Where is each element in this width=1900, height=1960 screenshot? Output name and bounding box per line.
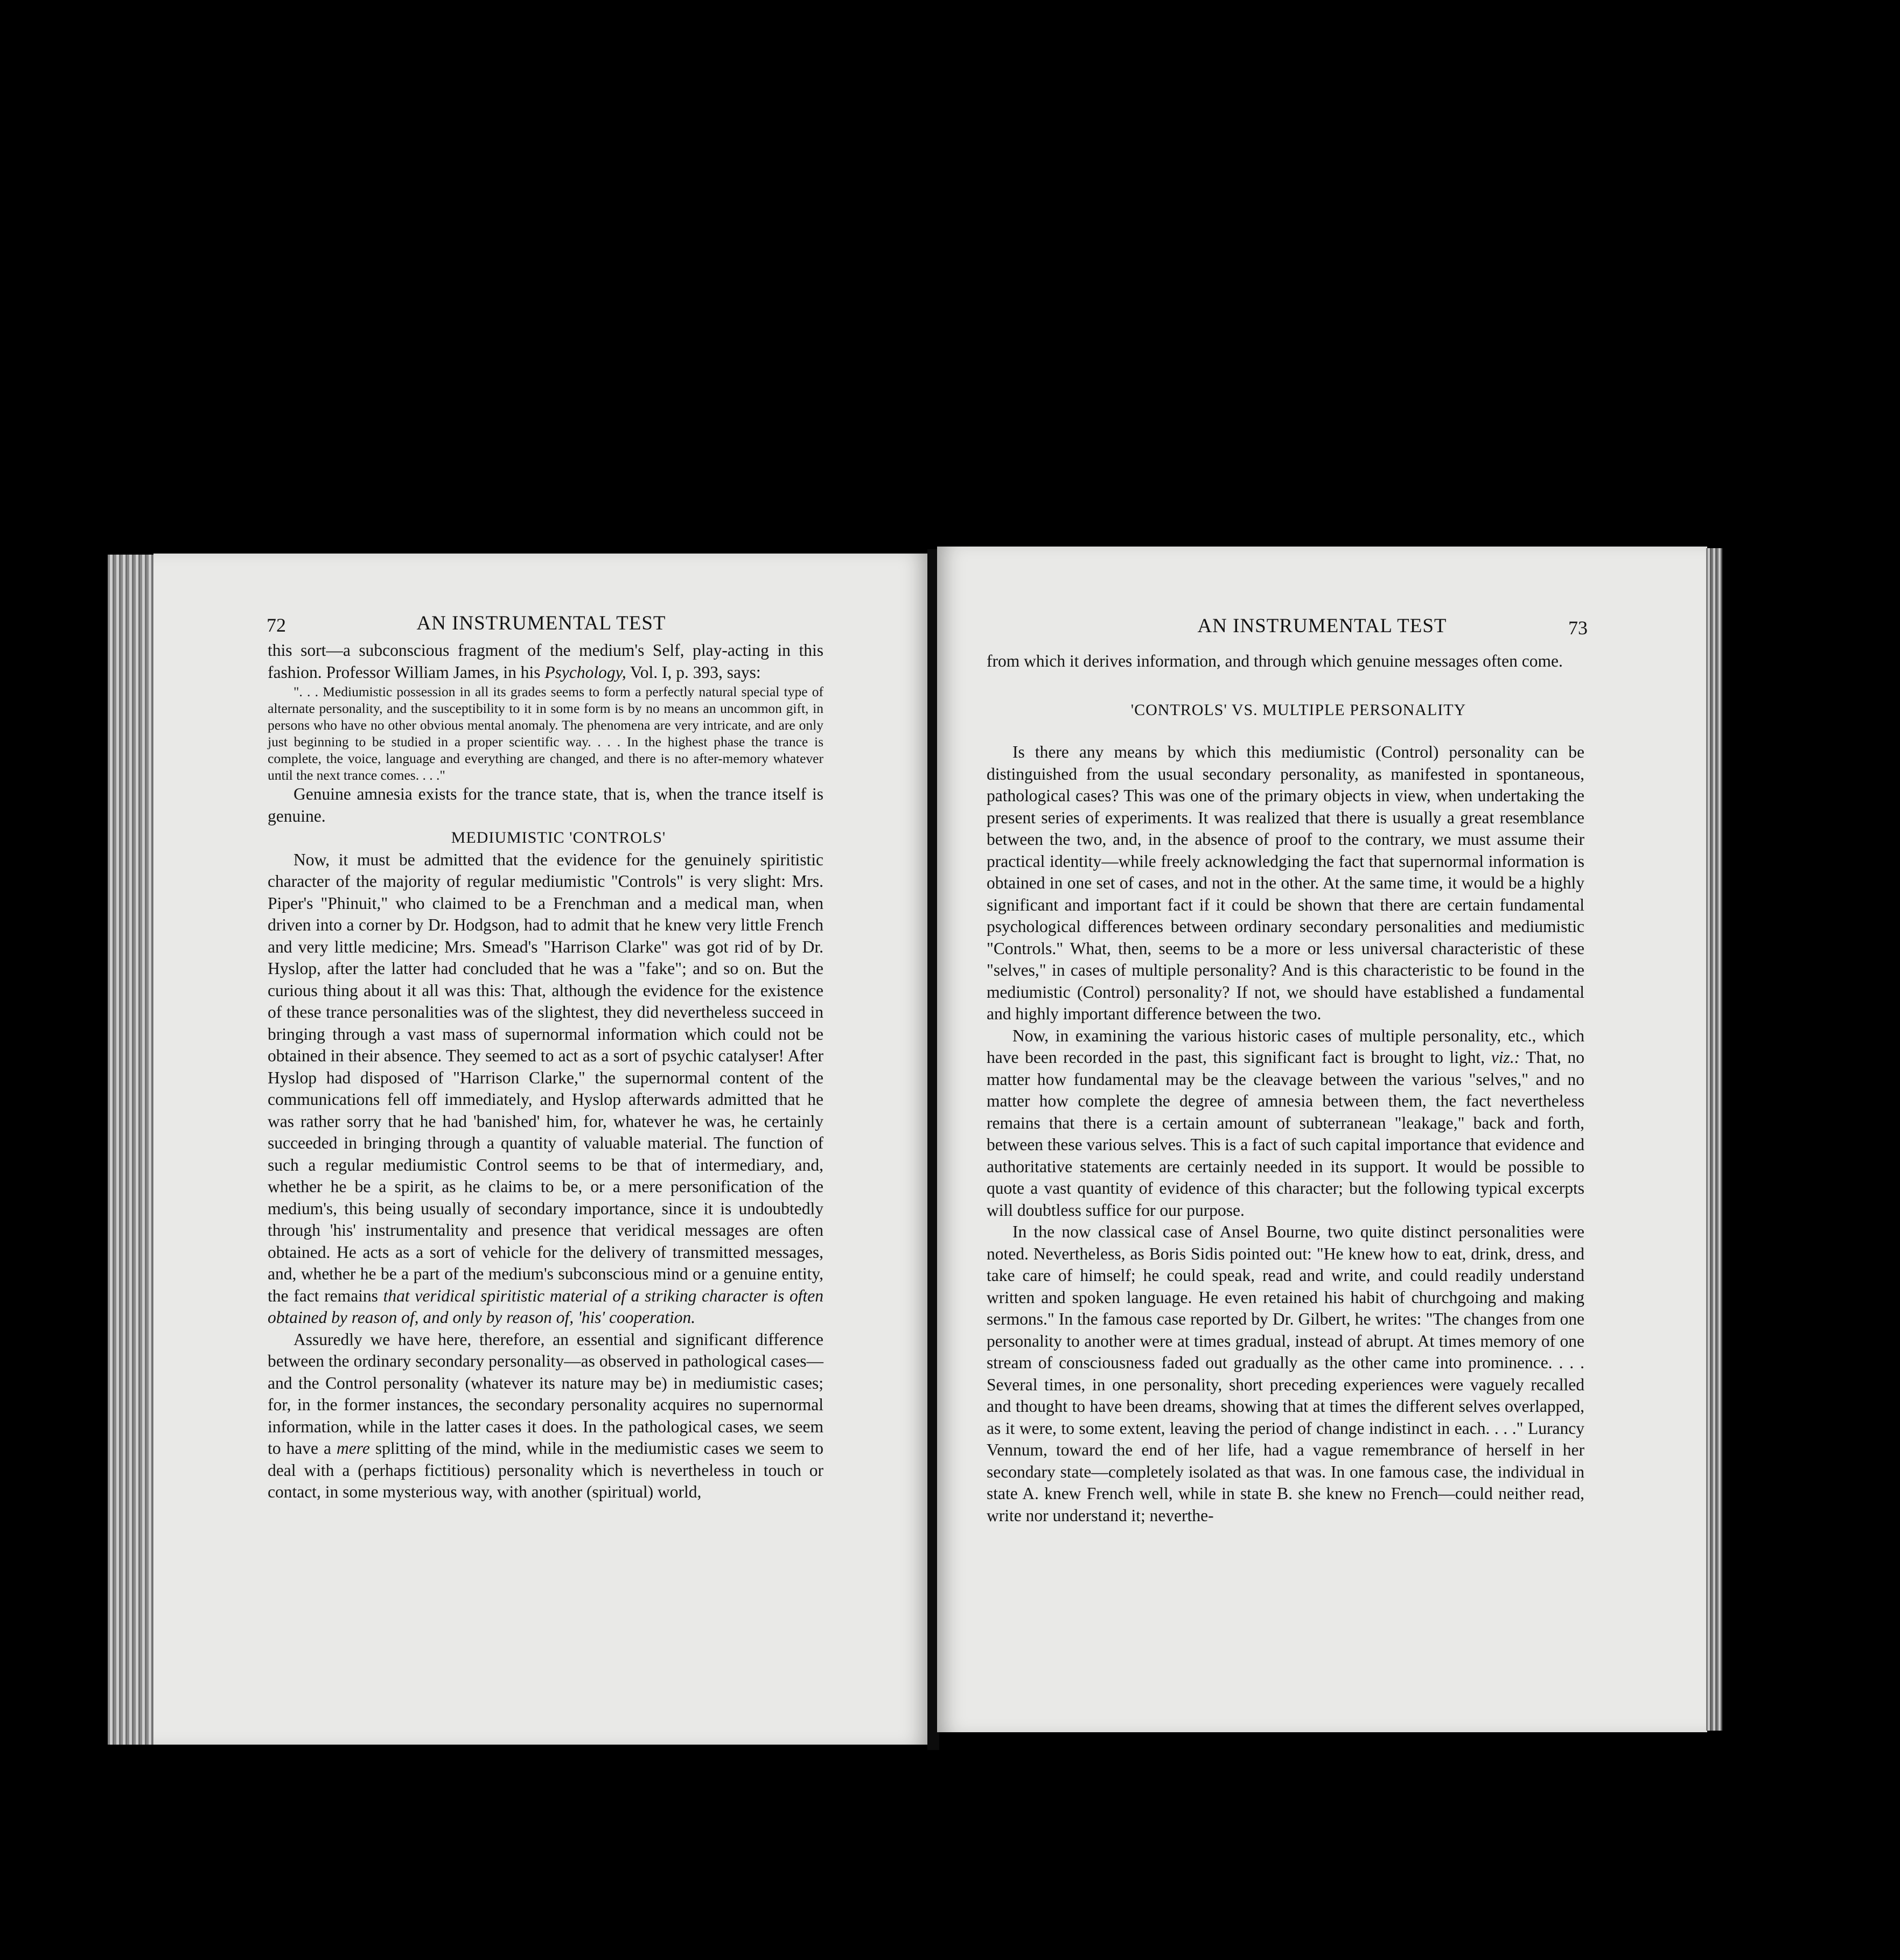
right-page-number: 73 [1568,617,1588,639]
right-para-1: from which it derives information, and through which genuine messages often come. [987,652,1563,670]
section-heading-mediumistic-controls: MEDIUMISTIC 'CONTROLS' [451,829,666,846]
section-heading-controls-vs-multiple-personality: 'CONTROLS' VS. MULTIPLE PERSONALITY [1130,701,1466,719]
james-quote: ". . . Mediumistic possession in all its grades seems to form a perfectly natural special type of alternate personality, and the susceptibility to it in some form is by no means an uncommon gift, in persons who have no other obvious mental anomaly. The phenomena are very intricate, and are only just beginning to be studied in a proper scientific way. . . . In the highest phase the trance is complete, the voice, language and everything are changed, and there is no after-memory whatever until the next trance comes. . . ." [268,684,823,783]
right-para-4: In the now classical case of Ansel Bourne, two quite distinct personalities were noted. Nevertheless, as Boris Sidis pointed out: "He knew how to eat, drink, dress, and take care of himself; he could speak, read and write, and could readily understand written and spoken language. He even retained his habit of churchgoing and making sermons." In the famous case reported by Dr. Gilbert, he writes: "The changes from one personality to another were at times gradual, instead of abrupt. At times memory of one stream of consciousness faded out gradually as the other came into prominence. . . . Several times, in one personality, short preceding experiences were vaguely recalled and thought to have been dreams, showing that at times the different selves overlapped, as it were, to some extent, leaving the period of change indistinct in each. . . ." Lurancy Vennum, toward the end of her life, had a vague remembrance of herself in her secondary state—completely isolated as that was. In one famous case, the individual in state A. knew French well, while in state B. she knew no French—could neither read, write nor understand it; neverthe- [987,1222,1584,1525]
right-running-head: AN INSTRUMENTAL TEST [1197,615,1447,637]
left-para-3: Now, it must be admitted that the evidence for the genuinely spiritistic character of the majority of regular mediumistic "Controls" is very slight: Mrs. Piper's "Phinuit," who claimed to be a Frenchman and a medical man, when driven into a corner by Dr. Hodgson, had to admit that he knew very little French and very little medicine; Mrs. Smead's "Harrison Clarke" was got rid of by Dr. Hyslop, after the latter had concluded that he was a "fake"; and so on. But the curious thing about it all was this: That, although the evidence for the existence of these trance personalities was of the slightest, they did nevertheless succeed in bringing through a vast mass of supernormal information which could not be obtained in their absence. They seemed to act as a sort of psychic catalyser! After Hyslop had disposed of "Harrison Clarke," the supernormal content of the communications fell off immediately, and Hyslop afterwards admitted that he was rather sorry that he had 'banished' him, for, whatever he was, he certainly succeeded in bringing through a quantity of valuable material. The function of such a regular mediumistic Control seems to be that of intermediary, and, whether he be a spirit, as he claims to be, or a mere personification of the medium's, this being usually of secondary importance, since it is undoubtedly through 'his' instrumentality and presence that veridical messages are often obtained. He acts as a sort of vehicle for the delivery of transmitted messages, and, whether he be a part of the medium's subconscious mind or a genuine entity, the fact remains that veridical spiritistic material of a striking character is often obtained by reason of, and only by reason of, 'his' cooperation. [268,850,824,1327]
page-edges-left [108,555,156,1745]
left-page-number: 72 [267,614,286,636]
left-body-text [268,640,823,1503]
left-page [153,554,929,1745]
page-edges-right [1706,548,1722,1731]
right-para-3: Now, in examining the various historic cases of multiple personality, etc., which have been recorded in the past, this significant fact is brought to light, viz.: That, no matter how fundamental may be the cleavage between the various "selves," and no matter how complete the degree of amnesia between them, the fact nevertheless remains that there is a certain amount of subterranean "leakage," back and forth, between these various selves. This is a fact of such capital importance that evidence and authoritative statements are certainly needed in its support. It would be possible to quote a vast quantity of evidence of this character; but the following typical excerpts will doubtless suffice for our purpose. [987,1026,1584,1220]
right-body-text [987,650,1584,1527]
right-para-2: Is there any means by which this mediumistic (Control) personality can be distinguished from the usual secondary personality, as manifested in spontaneous, pathological cases? This was one of the primary objects in view, when undertaking the present series of experiments. It was realized that there is usually a great resemblance between the two, and, in the absence of proof to the contrary, we must assume their practical identity—while freely acknowledging the fact that supernormal information is obtained in one set of cases, and not in the other. At the same time, it would be a highly significant and important fact if it could be shown that there are certain fundamental psychological differences between ordinary secondary personalities and mediumistic "Controls." What, then, seems to be a more or less universal characteristic of these "selves," in cases of multiple personality? And is this characteristic to be found in the mediumistic (Control) personality? If not, we should have established a fundamental and highly important difference between the two. [987,743,1584,1023]
left-para-2: Genuine amnesia exists for the trance state, that is, when the trance itself is genuine. [268,785,823,825]
left-running-head: AN INSTRUMENTAL TEST [416,612,666,634]
right-page [937,547,1707,1732]
left-para-1: this sort—a subconscious fragment of the medium's Self, play-acting in this fashion. Professor William James, in his Psychology, Vol. I, p. 393, says: [268,641,823,682]
left-para-4: Assuredly we have here, therefore, an essential and significant difference between the ordinary secondary personality—as observed in pathological cases—and the Control personality (whatever its nature may be) in mediumistic cases; for, in the former instances, the secondary personality acquires no supernormal information, while in the latter cases it does. In the pathological cases, we seem to have a mere splitting of the mind, while in the mediumistic cases we seem to deal with a (perhaps fictitious) personality which is nevertheless in touch or contact, in some mysterious way, with another (spiritual) world, [268,1329,823,1501]
